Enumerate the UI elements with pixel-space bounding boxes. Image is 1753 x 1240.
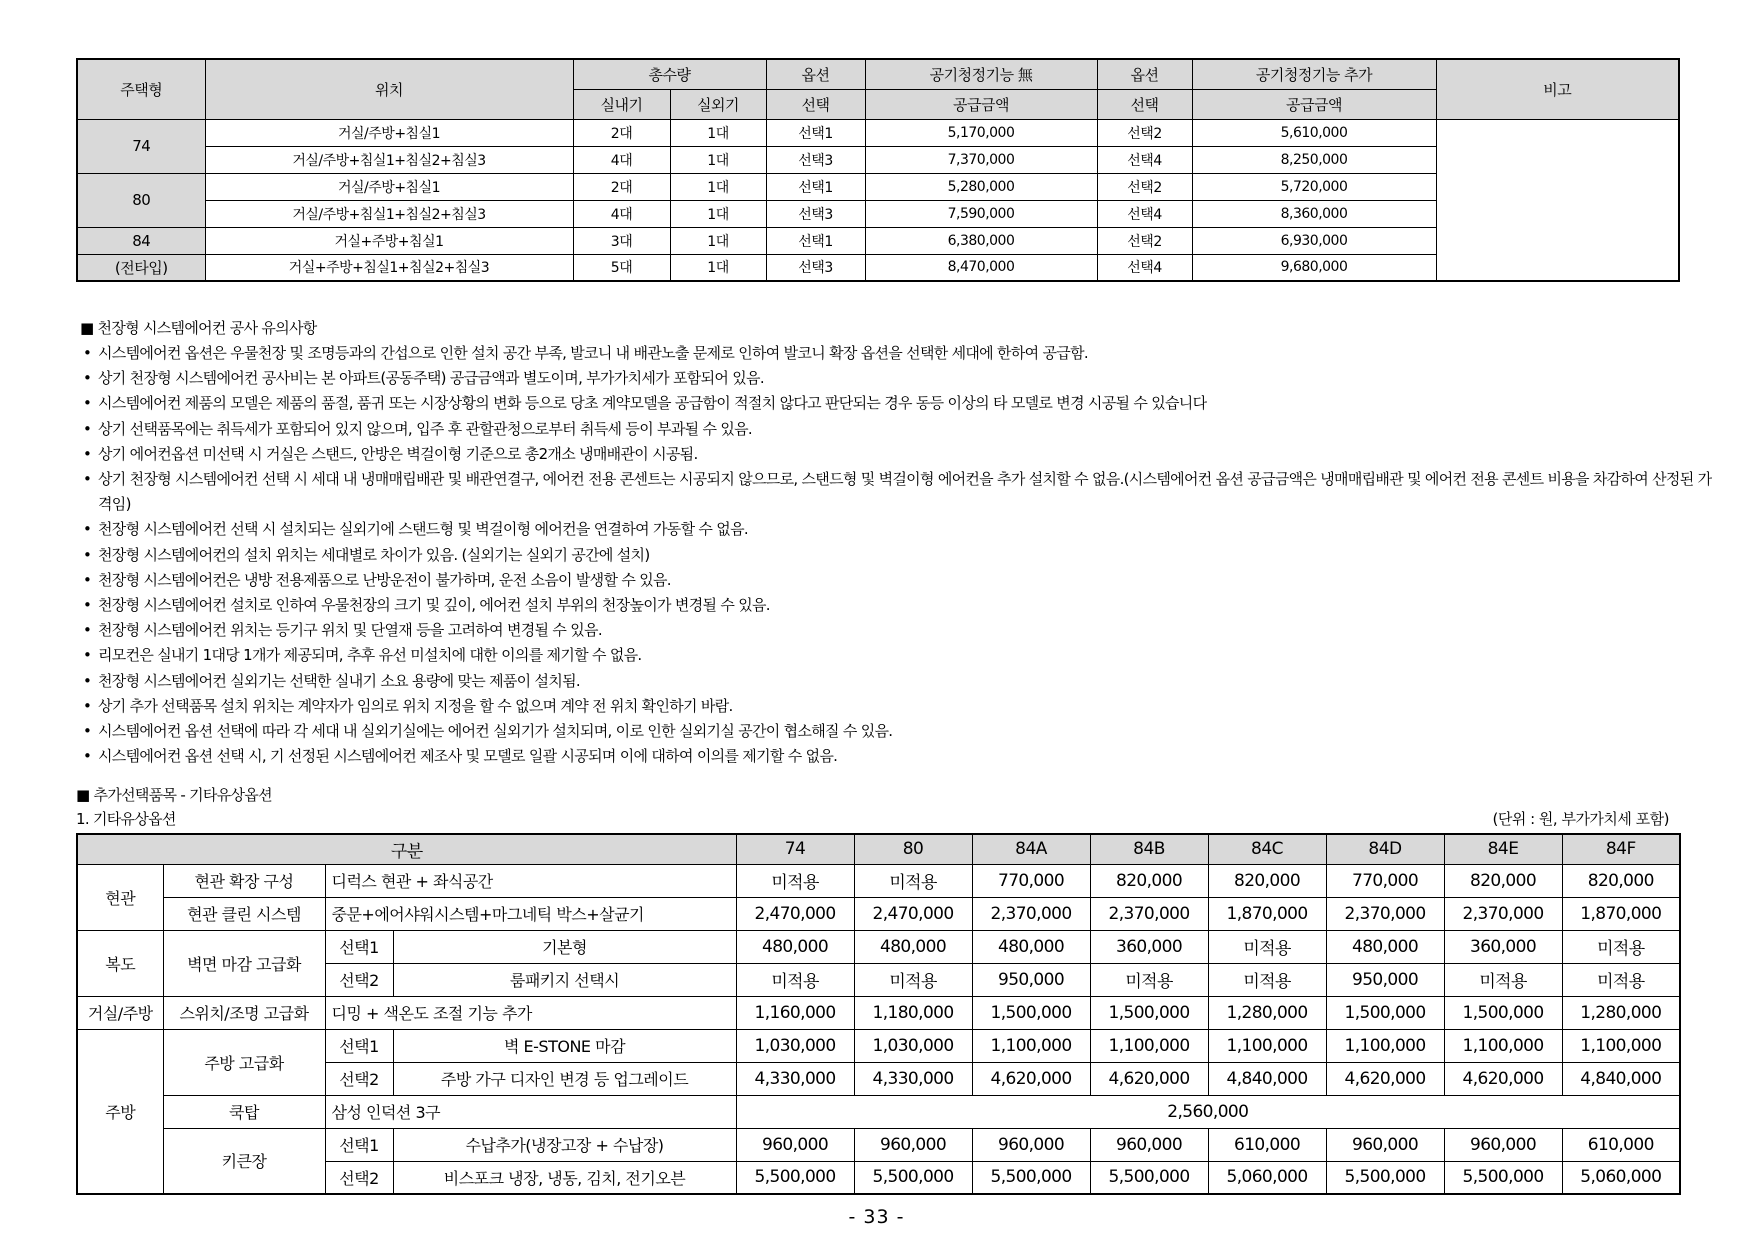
note-item: • 상기 선택품목에는 취득세가 포함되어 있지 않으며, 입주 후 관할관청으로부터 취득세 등이 부과될 수 있음. bbox=[80, 417, 1720, 442]
section-title: ■ 추가선택품목 - 기타유상옵션 bbox=[76, 786, 272, 804]
option-cell: 선택2 bbox=[1097, 119, 1192, 146]
header-price-1: 공급금액 bbox=[865, 89, 1097, 119]
table-row bbox=[77, 119, 1679, 146]
note-item: • 천장형 시스템에어컨 설치로 인하여 우물천장의 크기 및 깊이, 에어컨 설치 부위의 천장높이가 변경될 수 있음. bbox=[80, 593, 1720, 618]
note-item: • 천장형 시스템에어컨 선택 시 설치되는 실외기에 스탠드형 및 벽걸이형 에어컨을 연결하여 가동할 수 없음. bbox=[80, 517, 1720, 542]
note-item: • 시스템에어컨 옵션은 우물천장 및 조명등과의 간섭으로 인한 설치 공간 부족, 발코니 내 배관노출 문제로 인하여 발코니 확장 옵션을 선택한 세대에 한하여 공급함. bbox=[80, 341, 1720, 366]
note-item: • 천장형 시스템에어컨의 설치 위치는 세대별로 차이가 있음. (실외기는 실외기 공간에 설치) bbox=[80, 543, 1720, 568]
category-cell: 거실/주방 bbox=[77, 996, 163, 1029]
outdoor-cell: 1대 bbox=[670, 119, 766, 146]
value-cell: 480,000 bbox=[736, 930, 854, 963]
value-cell: 1,100,000 bbox=[972, 1029, 1090, 1062]
price-cell: 8,360,000 bbox=[1192, 200, 1436, 227]
value-cell: 950,000 bbox=[972, 963, 1090, 996]
location-cell: 거실/주방+침실1+침실2+침실3 bbox=[205, 146, 573, 173]
table-row bbox=[77, 1095, 1680, 1128]
option-cell: 선택3 bbox=[766, 146, 865, 173]
value-cell: 1,030,000 bbox=[854, 1029, 972, 1062]
value-cell: 820,000 bbox=[1208, 864, 1326, 897]
price-cell: 8,470,000 bbox=[865, 254, 1097, 281]
value-cell: 4,330,000 bbox=[854, 1062, 972, 1095]
value-cell: 5,500,000 bbox=[1090, 1161, 1208, 1194]
select-cell: 선택1 bbox=[325, 1029, 393, 1062]
note-item: • 시스템에어컨 옵션 선택에 따라 각 세대 내 실외기실에는 에어컨 실외기가 설치되며, 이로 인한 실외기실 공간이 협소해질 수 있음. bbox=[80, 719, 1720, 744]
item-cell: 키큰장 bbox=[163, 1128, 325, 1194]
option-cell: 선택2 bbox=[1097, 227, 1192, 254]
value-cell: 1,500,000 bbox=[1444, 996, 1562, 1029]
item-cell: 현관 클린 시스템 bbox=[163, 897, 325, 930]
value-cell: 1,870,000 bbox=[1562, 897, 1680, 930]
desc-cell: 룸패키지 선택시 bbox=[393, 963, 736, 996]
value-cell: 미적용 bbox=[736, 963, 854, 996]
outdoor-cell: 1대 bbox=[670, 227, 766, 254]
note-item: • 천장형 시스템에어컨은 냉방 전용제품으로 난방운전이 불가하며, 운전 소음이 발생할 수 있음. bbox=[80, 568, 1720, 593]
item-cell: 주방 고급화 bbox=[163, 1029, 325, 1095]
outdoor-cell: 1대 bbox=[670, 254, 766, 281]
value-cell: 1,100,000 bbox=[1562, 1029, 1680, 1062]
value-cell: 미적용 bbox=[1090, 963, 1208, 996]
value-cell: 360,000 bbox=[1444, 930, 1562, 963]
header-col: 84C bbox=[1208, 834, 1326, 864]
value-cell: 미적용 bbox=[1562, 930, 1680, 963]
value-cell: 1,500,000 bbox=[1090, 996, 1208, 1029]
value-cell: 480,000 bbox=[854, 930, 972, 963]
item-cell: 스위치/조명 고급화 bbox=[163, 996, 325, 1029]
section-subtitle: 1. 기타유상옵션 bbox=[76, 810, 176, 828]
table-row bbox=[77, 996, 1680, 1029]
price-cell: 5,280,000 bbox=[865, 173, 1097, 200]
value-cell: 480,000 bbox=[972, 930, 1090, 963]
value-cell: 610,000 bbox=[1208, 1128, 1326, 1161]
outdoor-cell: 1대 bbox=[670, 146, 766, 173]
note-item: • 천장형 시스템에어컨 위치는 등기구 위치 및 단열재 등을 고려하여 변경될 수 있음. bbox=[80, 618, 1720, 643]
value-cell: 1,280,000 bbox=[1208, 996, 1326, 1029]
value-cell: 2,370,000 bbox=[1326, 897, 1444, 930]
value-cell: 2,370,000 bbox=[972, 897, 1090, 930]
header-category: 구분 bbox=[77, 834, 736, 864]
category-cell: 복도 bbox=[77, 930, 163, 996]
location-cell: 거실+주방+침실1+침실2+침실3 bbox=[205, 254, 573, 281]
header-col: 80 bbox=[854, 834, 972, 864]
value-cell: 5,060,000 bbox=[1208, 1161, 1326, 1194]
header-price-2: 공급금액 bbox=[1192, 89, 1436, 119]
desc-cell: 디럭스 현관 + 좌식공간 bbox=[325, 864, 736, 897]
value-cell: 1,870,000 bbox=[1208, 897, 1326, 930]
desc-cell: 주방 가구 디자인 변경 등 업그레이드 bbox=[393, 1062, 736, 1095]
value-cell: 2,370,000 bbox=[1090, 897, 1208, 930]
notes-title: ■ 천장형 시스템에어컨 공사 유의사항 bbox=[80, 319, 317, 337]
note-item: • 리모컨은 실내기 1대당 1개가 제공되며, 추후 유선 미설치에 대한 이의를 제기할 수 없음. bbox=[80, 643, 1720, 668]
value-cell: 미적용 bbox=[1208, 963, 1326, 996]
header-option-1: 옵션 bbox=[766, 59, 865, 89]
value-cell: 960,000 bbox=[1444, 1128, 1562, 1161]
value-cell: 1,280,000 bbox=[1562, 996, 1680, 1029]
house-type-cell: 84 bbox=[77, 227, 205, 254]
value-cell: 5,500,000 bbox=[972, 1161, 1090, 1194]
value-cell: 2,370,000 bbox=[1444, 897, 1562, 930]
value-cell: 1,500,000 bbox=[1326, 996, 1444, 1029]
desc-cell: 디밍 + 색온도 조절 기능 추가 bbox=[325, 996, 736, 1029]
value-cell: 4,620,000 bbox=[1090, 1062, 1208, 1095]
value-cell: 5,500,000 bbox=[1326, 1161, 1444, 1194]
header-col: 84D bbox=[1326, 834, 1444, 864]
value-cell: 2,470,000 bbox=[736, 897, 854, 930]
value-cell: 960,000 bbox=[736, 1128, 854, 1161]
note-item: • 상기 추가 선택품목 설치 위치는 계약자가 임의로 위치 지정을 할 수 없으며 계약 전 위치 확인하기 바람. bbox=[80, 694, 1720, 719]
header-house-type: 주택형 bbox=[77, 59, 205, 119]
header-location: 위치 bbox=[205, 59, 573, 119]
value-cell: 480,000 bbox=[1326, 930, 1444, 963]
header-no-air-purify: 공기청정기능 無 bbox=[865, 59, 1097, 89]
page-number: - 33 - bbox=[848, 1206, 905, 1228]
value-cell: 820,000 bbox=[1090, 864, 1208, 897]
location-cell: 거실/주방+침실1 bbox=[205, 119, 573, 146]
value-cell: 960,000 bbox=[1090, 1128, 1208, 1161]
note-item: • 천장형 시스템에어컨 실외기는 선택한 실내기 소요 용량에 맞는 제품이 설치됨. bbox=[80, 669, 1720, 694]
desc-cell: 수납추가(냉장고장 + 수납장) bbox=[393, 1128, 736, 1161]
price-cell: 5,720,000 bbox=[1192, 173, 1436, 200]
house-type-cell: 74 bbox=[77, 119, 205, 173]
location-cell: 거실/주방+침실1+침실2+침실3 bbox=[205, 200, 573, 227]
item-cell: 쿡탑 bbox=[163, 1095, 325, 1128]
value-cell: 미적용 bbox=[1208, 930, 1326, 963]
value-cell: 미적용 bbox=[1444, 963, 1562, 996]
category-cell: 주방 bbox=[77, 1029, 163, 1194]
house-type-sub-cell: (전타입) bbox=[77, 254, 205, 281]
value-cell: 770,000 bbox=[972, 864, 1090, 897]
location-cell: 거실/주방+침실1 bbox=[205, 173, 573, 200]
desc-cell: 비스포크 냉장, 냉동, 김치, 전기오븐 bbox=[393, 1161, 736, 1194]
select-cell: 선택2 bbox=[325, 1062, 393, 1095]
price-cell: 5,610,000 bbox=[1192, 119, 1436, 146]
unit-note: (단위 : 원, 부가가치세 포함) bbox=[1492, 810, 1669, 828]
value-cell: 960,000 bbox=[972, 1128, 1090, 1161]
indoor-cell: 3대 bbox=[573, 227, 670, 254]
header-select-2: 선택 bbox=[1097, 89, 1192, 119]
select-cell: 선택1 bbox=[325, 1128, 393, 1161]
price-cell: 7,370,000 bbox=[865, 146, 1097, 173]
price-cell: 9,680,000 bbox=[1192, 254, 1436, 281]
indoor-cell: 2대 bbox=[573, 173, 670, 200]
option-cell: 선택3 bbox=[766, 254, 865, 281]
option-cell: 선택1 bbox=[766, 173, 865, 200]
location-cell: 거실+주방+침실1 bbox=[205, 227, 573, 254]
indoor-cell: 4대 bbox=[573, 200, 670, 227]
option-cell: 선택1 bbox=[766, 119, 865, 146]
note-item: • 상기 천장형 시스템에어컨 선택 시 세대 내 냉매매립배관 및 배관연결구, 에어컨 전용 콘센트는 시공되지 않으므로, 스탠드형 및 벽걸이형 에어컨을 추가 설치할 수 없음.(시스템에어컨 옵션 공급금액은 냉매매립배관 및 에어컨 전용 콘센트 비용을 차감하여 산정된 가격임) bbox=[80, 467, 1720, 517]
table-row bbox=[77, 1128, 1680, 1161]
merged-value-cell: 2,560,000 bbox=[736, 1095, 1680, 1128]
header-remarks: 비고 bbox=[1436, 59, 1679, 119]
value-cell: 1,180,000 bbox=[854, 996, 972, 1029]
value-cell: 1,100,000 bbox=[1444, 1029, 1562, 1062]
category-cell: 현관 bbox=[77, 864, 163, 930]
value-cell: 960,000 bbox=[854, 1128, 972, 1161]
header-air-purify-add: 공기청정기능 추가 bbox=[1192, 59, 1436, 89]
value-cell: 820,000 bbox=[1444, 864, 1562, 897]
header-col: 84B bbox=[1090, 834, 1208, 864]
table-row bbox=[77, 864, 1680, 897]
value-cell: 5,500,000 bbox=[736, 1161, 854, 1194]
house-type-cell: 80 bbox=[77, 173, 205, 227]
price-cell: 5,170,000 bbox=[865, 119, 1097, 146]
desc-cell: 삼성 인덕션 3구 bbox=[325, 1095, 736, 1128]
header-select-1: 선택 bbox=[766, 89, 865, 119]
value-cell: 1,160,000 bbox=[736, 996, 854, 1029]
item-cell: 현관 확장 구성 bbox=[163, 864, 325, 897]
note-item: • 시스템에어컨 제품의 모델은 제품의 품절, 품귀 또는 시장상황의 변화 등으로 당초 계약모델을 공급함이 적절치 않다고 판단되는 경우 동등 이상의 타 모델로 변경 시공될 수 있습니다 bbox=[80, 391, 1720, 416]
header-outdoor: 실외기 bbox=[670, 89, 766, 119]
select-cell: 선택2 bbox=[325, 963, 393, 996]
value-cell: 770,000 bbox=[1326, 864, 1444, 897]
select-cell: 선택1 bbox=[325, 930, 393, 963]
value-cell: 4,840,000 bbox=[1562, 1062, 1680, 1095]
aircon-notes bbox=[80, 316, 1720, 769]
value-cell: 610,000 bbox=[1562, 1128, 1680, 1161]
item-cell: 벽면 마감 고급화 bbox=[163, 930, 325, 996]
value-cell: 미적용 bbox=[854, 963, 972, 996]
price-cell: 6,380,000 bbox=[865, 227, 1097, 254]
table-row bbox=[77, 930, 1680, 963]
value-cell: 1,100,000 bbox=[1090, 1029, 1208, 1062]
option-cell: 선택2 bbox=[1097, 173, 1192, 200]
indoor-cell: 4대 bbox=[573, 146, 670, 173]
table-row bbox=[77, 897, 1680, 930]
value-cell: 820,000 bbox=[1562, 864, 1680, 897]
header-col: 74 bbox=[736, 834, 854, 864]
note-item: • 시스템에어컨 옵션 선택 시, 기 선정된 시스템에어컨 제조사 및 모델로 일괄 시공되며 이에 대하여 이의를 제기할 수 없음. bbox=[80, 744, 1720, 769]
value-cell: 미적용 bbox=[1562, 963, 1680, 996]
value-cell: 5,500,000 bbox=[854, 1161, 972, 1194]
value-cell: 4,620,000 bbox=[972, 1062, 1090, 1095]
value-cell: 4,620,000 bbox=[1326, 1062, 1444, 1095]
value-cell: 1,500,000 bbox=[972, 996, 1090, 1029]
price-cell: 8,250,000 bbox=[1192, 146, 1436, 173]
select-cell: 선택2 bbox=[325, 1161, 393, 1194]
remarks-cell bbox=[1436, 119, 1679, 281]
desc-cell: 기본형 bbox=[393, 930, 736, 963]
notes-list bbox=[80, 341, 1720, 769]
value-cell: 5,500,000 bbox=[1444, 1161, 1562, 1194]
price-cell: 6,930,000 bbox=[1192, 227, 1436, 254]
price-cell: 7,590,000 bbox=[865, 200, 1097, 227]
indoor-cell: 5대 bbox=[573, 254, 670, 281]
note-item: • 상기 에어컨옵션 미선택 시 거실은 스탠드, 안방은 벽걸이형 기준으로 총2개소 냉매배관이 시공됨. bbox=[80, 442, 1720, 467]
paid-option-table bbox=[76, 833, 1681, 1195]
value-cell: 950,000 bbox=[1326, 963, 1444, 996]
option-cell: 선택3 bbox=[766, 200, 865, 227]
table-row bbox=[77, 1029, 1680, 1062]
value-cell: 1,100,000 bbox=[1326, 1029, 1444, 1062]
indoor-cell: 2대 bbox=[573, 119, 670, 146]
value-cell: 2,470,000 bbox=[854, 897, 972, 930]
outdoor-cell: 1대 bbox=[670, 200, 766, 227]
value-cell: 360,000 bbox=[1090, 930, 1208, 963]
value-cell: 1,100,000 bbox=[1208, 1029, 1326, 1062]
value-cell: 1,030,000 bbox=[736, 1029, 854, 1062]
value-cell: 4,620,000 bbox=[1444, 1062, 1562, 1095]
value-cell: 4,330,000 bbox=[736, 1062, 854, 1095]
value-cell: 5,060,000 bbox=[1562, 1161, 1680, 1194]
note-item: • 상기 천장형 시스템에어컨 공사비는 본 아파트(공동주택) 공급금액과 별도이며, 부가가치세가 포함되어 있음. bbox=[80, 366, 1720, 391]
outdoor-cell: 1대 bbox=[670, 173, 766, 200]
value-cell: 960,000 bbox=[1326, 1128, 1444, 1161]
header-col: 84A bbox=[972, 834, 1090, 864]
desc-cell: 벽 E-STONE 마감 bbox=[393, 1029, 736, 1062]
aircon-option-table bbox=[76, 58, 1680, 282]
option-cell: 선택4 bbox=[1097, 146, 1192, 173]
header-total-units: 총수량 bbox=[573, 59, 766, 89]
header-col: 84F bbox=[1562, 834, 1680, 864]
value-cell: 미적용 bbox=[736, 864, 854, 897]
option-cell: 선택4 bbox=[1097, 200, 1192, 227]
desc-cell: 중문+에어샤워시스템+마그네틱 박스+살균기 bbox=[325, 897, 736, 930]
value-cell: 미적용 bbox=[854, 864, 972, 897]
value-cell: 4,840,000 bbox=[1208, 1062, 1326, 1095]
header-col: 84E bbox=[1444, 834, 1562, 864]
option-cell: 선택4 bbox=[1097, 254, 1192, 281]
header-option-2: 옵션 bbox=[1097, 59, 1192, 89]
header-indoor: 실내기 bbox=[573, 89, 670, 119]
option-cell: 선택1 bbox=[766, 227, 865, 254]
